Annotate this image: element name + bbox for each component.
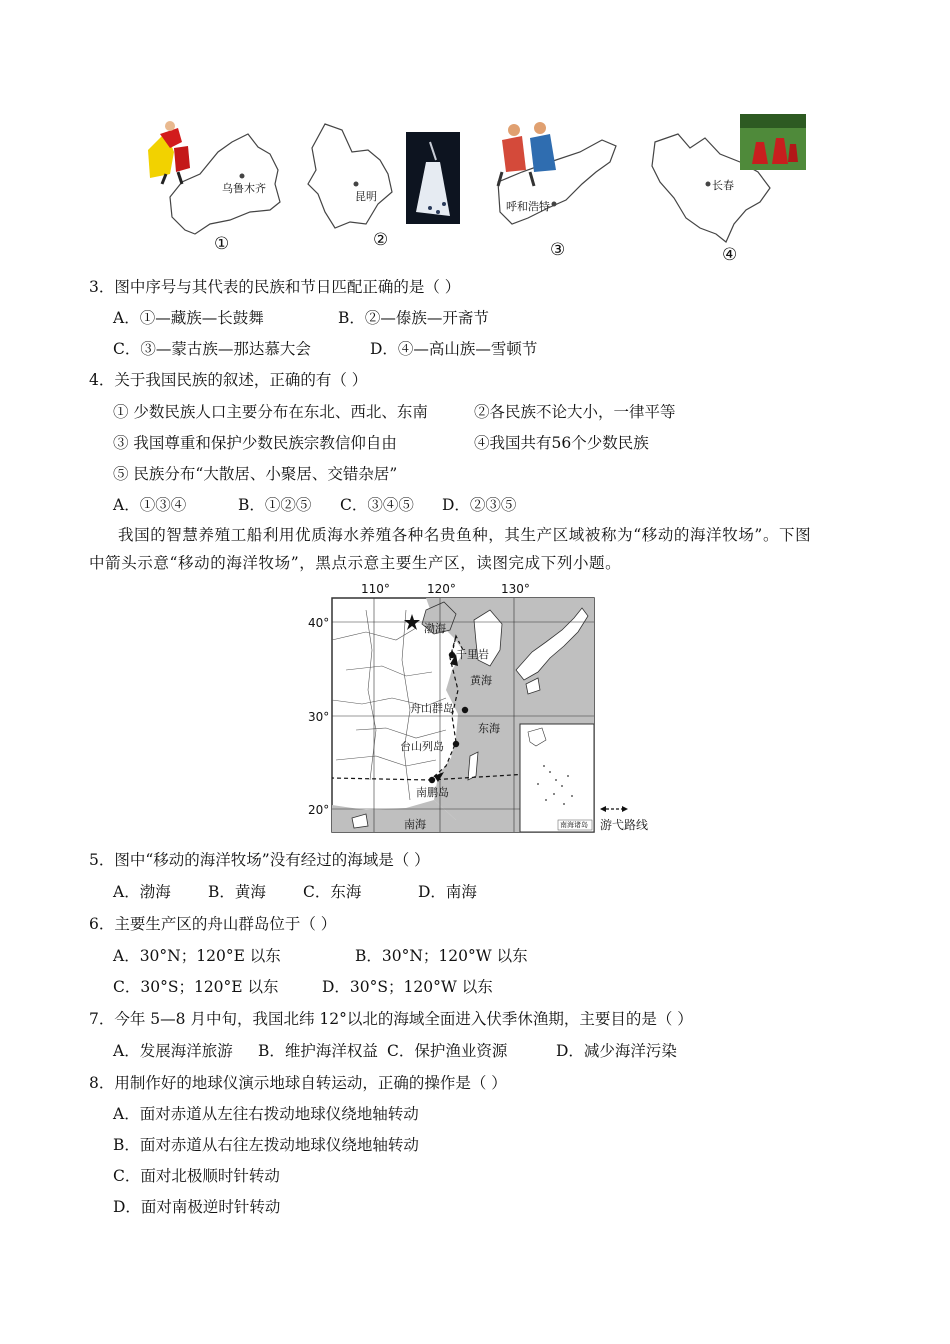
intro-line-2: 中箭头示意“移动的海洋牧场”，黑点示意主要生产区，读图完成下列小题。 bbox=[89, 554, 622, 572]
q8-option-a[interactable]: A．面对赤道从左往右拨动地球仪绕地轴转动 bbox=[113, 1105, 419, 1123]
city-label-hohhot: 呼和浩特 bbox=[506, 200, 550, 213]
question-4-stem: 4．关于我国民族的叙述，正确的有（ ） bbox=[89, 371, 368, 389]
q4-option-a[interactable]: A．①③④ bbox=[113, 496, 187, 514]
question-5-stem: 5．图中“移动的海洋牧场”没有经过的海域是（ ） bbox=[89, 851, 430, 869]
q4-option-c[interactable]: C．③④⑤ bbox=[340, 496, 414, 514]
q4-statement-3: ③ 我国尊重和保护少数民族宗教信仰自由 bbox=[113, 434, 397, 452]
q8-option-b[interactable]: B．面对赤道从右往左拨动地球仪绕地轴转动 bbox=[113, 1136, 419, 1154]
label-taishan: 台山列岛 bbox=[400, 740, 444, 753]
q5-option-c[interactable]: C．东海 bbox=[303, 883, 362, 901]
question-6-stem: 6．主要生产区的舟山群岛位于（ ） bbox=[89, 915, 337, 933]
q4-option-d[interactable]: D．②③⑤ bbox=[442, 496, 517, 514]
lon-label-120: 120° bbox=[427, 582, 456, 596]
question-8-stem: 8．用制作好的地球仪演示地球自转运动，正确的操作是（ ） bbox=[89, 1074, 507, 1092]
label-nanhai: 南海 bbox=[404, 818, 426, 831]
map-number-3: ③ bbox=[550, 240, 566, 260]
q3-option-a[interactable]: A．①—藏族—长鼓舞 bbox=[113, 309, 264, 327]
label-qianliyan: 千里岩 bbox=[456, 648, 489, 661]
map-xinjiang bbox=[148, 121, 280, 234]
q4-statement-4: ④我国共有56个少数民族 bbox=[474, 434, 649, 452]
q7-option-c[interactable]: C．保护渔业资源 bbox=[387, 1042, 508, 1060]
inset-label: 南海诸岛 bbox=[560, 821, 588, 829]
sea-map-svg bbox=[306, 580, 656, 835]
q7-option-a[interactable]: A．发展海洋旅游 bbox=[113, 1042, 233, 1060]
label-zhoushan: 舟山群岛 bbox=[410, 702, 454, 715]
legend-label: 游弋路线 bbox=[600, 818, 649, 832]
map-number-1: ① bbox=[214, 234, 230, 254]
q6-option-d[interactable]: D．30°S；120°W 以东 bbox=[322, 978, 493, 996]
lon-label-130: 130° bbox=[501, 582, 530, 596]
dancers-on-grass-image bbox=[740, 114, 806, 170]
label-bohai: 渤海 bbox=[424, 622, 446, 635]
lat-label-40: 40° bbox=[308, 616, 330, 630]
q4-statement-1: ① 少数民族人口主要分布在东北、西北、东南 bbox=[113, 403, 428, 421]
q5-option-d[interactable]: D．南海 bbox=[418, 883, 477, 901]
city-label-changchun: 长春 bbox=[712, 179, 734, 192]
map-yunnan bbox=[308, 124, 460, 228]
city-label-kunming: 昆明 bbox=[355, 190, 377, 203]
lat-label-20: 20° bbox=[308, 803, 330, 817]
map-number-2: ② bbox=[373, 230, 389, 250]
intro-line-1: 我国的智慧养殖工船利用优质海水养殖各种名贵鱼种，其生产区域被称为“移动的海洋牧场”。下图 bbox=[118, 526, 812, 544]
xinjiang-dancers-image bbox=[148, 121, 190, 184]
label-huanghai: 黄海 bbox=[470, 674, 492, 687]
q3-option-b[interactable]: B．②—傣族—开斋节 bbox=[338, 309, 489, 327]
city-label-urumqi: 乌鲁木齐 bbox=[222, 182, 266, 195]
q8-option-c[interactable]: C．面对北极顺时针转动 bbox=[113, 1167, 280, 1185]
lon-label-110: 110° bbox=[361, 582, 390, 596]
q5-option-b[interactable]: B．黄海 bbox=[208, 883, 266, 901]
q8-option-d[interactable]: D．面对南极逆时针转动 bbox=[113, 1198, 281, 1216]
label-nanpeng: 南鹏岛 bbox=[416, 786, 449, 799]
peacock-dancer-image bbox=[406, 132, 460, 224]
lat-label-30: 30° bbox=[308, 710, 330, 724]
label-donghai: 东海 bbox=[478, 722, 500, 735]
province-figure bbox=[130, 112, 830, 272]
q4-option-b[interactable]: B．①②⑤ bbox=[238, 496, 312, 514]
q7-option-b[interactable]: B．维护海洋权益 bbox=[258, 1042, 378, 1060]
q7-option-d[interactable]: D．减少海洋污染 bbox=[556, 1042, 677, 1060]
question-7-stem: 7．今年 5—8 月中旬，我国北纬 12°以北的海域全面进入伏季休渔期，主要目的是（ ） bbox=[89, 1010, 693, 1028]
question-3-stem: 3．图中序号与其代表的民族和节日匹配正确的是（ ） bbox=[89, 278, 461, 296]
q6-option-b[interactable]: B．30°N；120°W 以东 bbox=[355, 947, 528, 965]
q4-statement-2: ②各民族不论大小，一律平等 bbox=[474, 403, 676, 421]
q5-option-a[interactable]: A．渤海 bbox=[113, 883, 171, 901]
q3-option-c[interactable]: C．③—蒙古族—那达慕大会 bbox=[113, 340, 311, 358]
sea-map bbox=[306, 580, 656, 835]
q6-option-a[interactable]: A．30°N；120°E 以东 bbox=[113, 947, 281, 965]
q6-option-c[interactable]: C．30°S；120°E 以东 bbox=[113, 978, 279, 996]
q4-statement-5: ⑤ 民族分布“大散居、小聚居、交错杂居” bbox=[113, 465, 398, 483]
q3-option-d[interactable]: D．④—高山族—雪顿节 bbox=[370, 340, 538, 358]
map-number-4: ④ bbox=[722, 245, 738, 265]
